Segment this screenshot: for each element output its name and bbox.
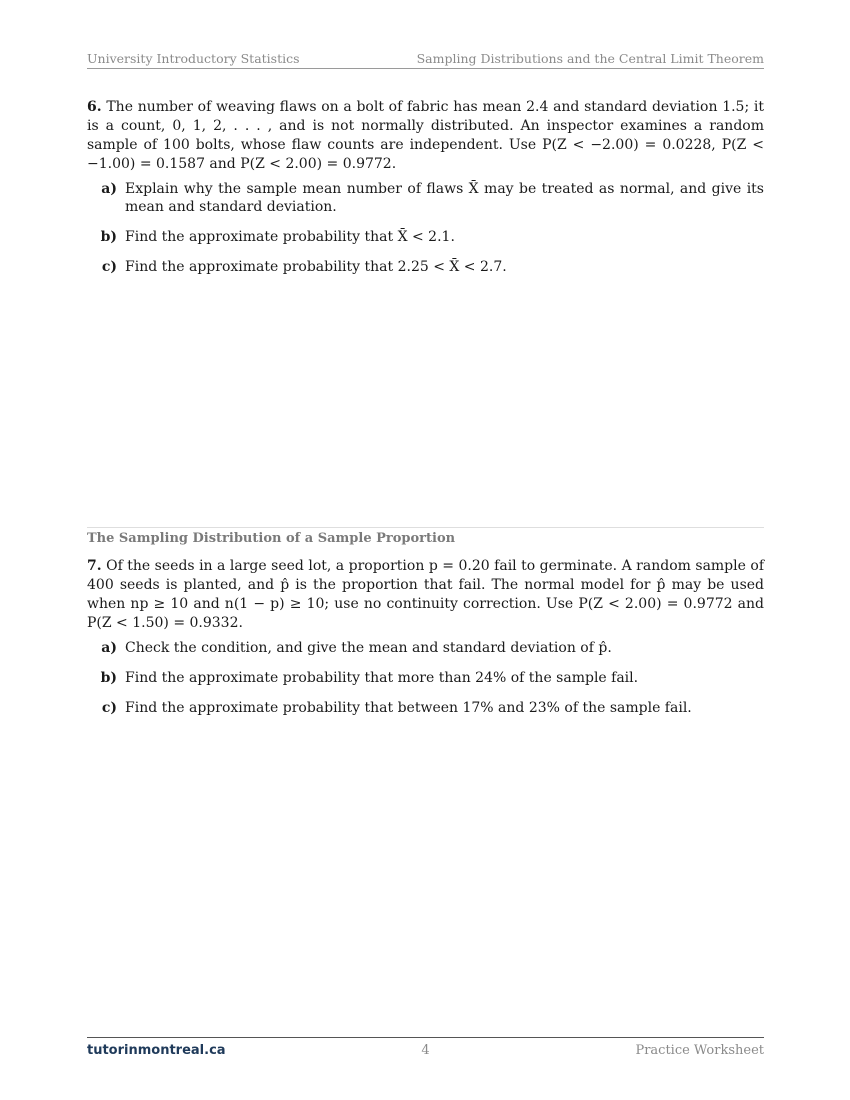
part-text: Find the approximate probability that between 17% and 23% of the sample fail. <box>125 700 692 716</box>
part-text: Explain why the sample mean number of flaws X̄ may be treated as normal, and give its mean and standard deviation. <box>125 181 764 215</box>
problem-6-part-c <box>87 258 764 276</box>
part-label: c) <box>101 700 117 716</box>
footer-site-link[interactable]: tutorinmontreal.ca <box>87 1043 226 1058</box>
problem-7-number: 7. <box>87 558 102 574</box>
problem-7-part-c <box>87 699 764 717</box>
part-text: Check the condition, and give the mean and standard deviation of p̂. <box>125 640 612 656</box>
part-label: b) <box>100 229 117 245</box>
part-text: Find the approximate probability that 2.25 < X̄ < 2.7. <box>125 259 507 275</box>
footer-label: Practice Worksheet <box>635 1043 764 1058</box>
section-divider <box>87 527 764 528</box>
problem-7-statement <box>87 557 764 633</box>
page-header <box>87 51 764 69</box>
part-text: Find the approximate probability that more than 24% of the sample fail. <box>125 670 639 686</box>
problem-7-part-b <box>87 669 764 687</box>
problem-6-text: The number of weaving flaws on a bolt of fabric has mean 2.4 and standard deviation 1.5; it is a count, 0, 1, 2, . . . , and is not normally distributed. An inspector examines a random sample of 100 bolts, whose flaw counts are independent. Use P(Z < −2.00) = 0.0228, P(Z < −1.00) = 0.1587 and P(Z < 2.00) = 0.9772. <box>87 99 764 172</box>
problem-6-part-b <box>87 228 764 246</box>
page-number: 4 <box>421 1043 430 1058</box>
page-footer <box>87 1043 764 1058</box>
problem-6-statement <box>87 98 764 174</box>
part-label: a) <box>101 640 117 656</box>
problem-7-text: Of the seeds in a large seed lot, a proportion p = 0.20 fail to germinate. A random sample of 400 seeds is planted, and p̂ is the proportion that fail. The normal model for p̂ may be used when np ≥ 10 and n(1 − p) ≥ 10; use no continuity correction. Use P(Z < 2.00) = 0.9772 and P(Z < 1.50) = 0.9332. <box>87 558 765 631</box>
header-course: University Introductory Statistics <box>87 51 300 66</box>
problem-6-part-a <box>87 180 764 216</box>
problem-7-part-a <box>87 639 764 657</box>
section-title: The Sampling Distribution of a Sample Proportion <box>87 531 456 546</box>
problem-6 <box>87 98 764 276</box>
part-label: b) <box>100 670 117 686</box>
part-text: Find the approximate probability that X̄ < 2.1. <box>125 229 455 245</box>
part-label: a) <box>101 181 117 197</box>
part-label: c) <box>101 259 117 275</box>
footer-divider <box>87 1037 764 1038</box>
problem-7 <box>87 557 764 717</box>
problem-6-number: 6. <box>87 99 102 115</box>
header-topic: Sampling Distributions and the Central Limit Theorem <box>416 51 764 66</box>
